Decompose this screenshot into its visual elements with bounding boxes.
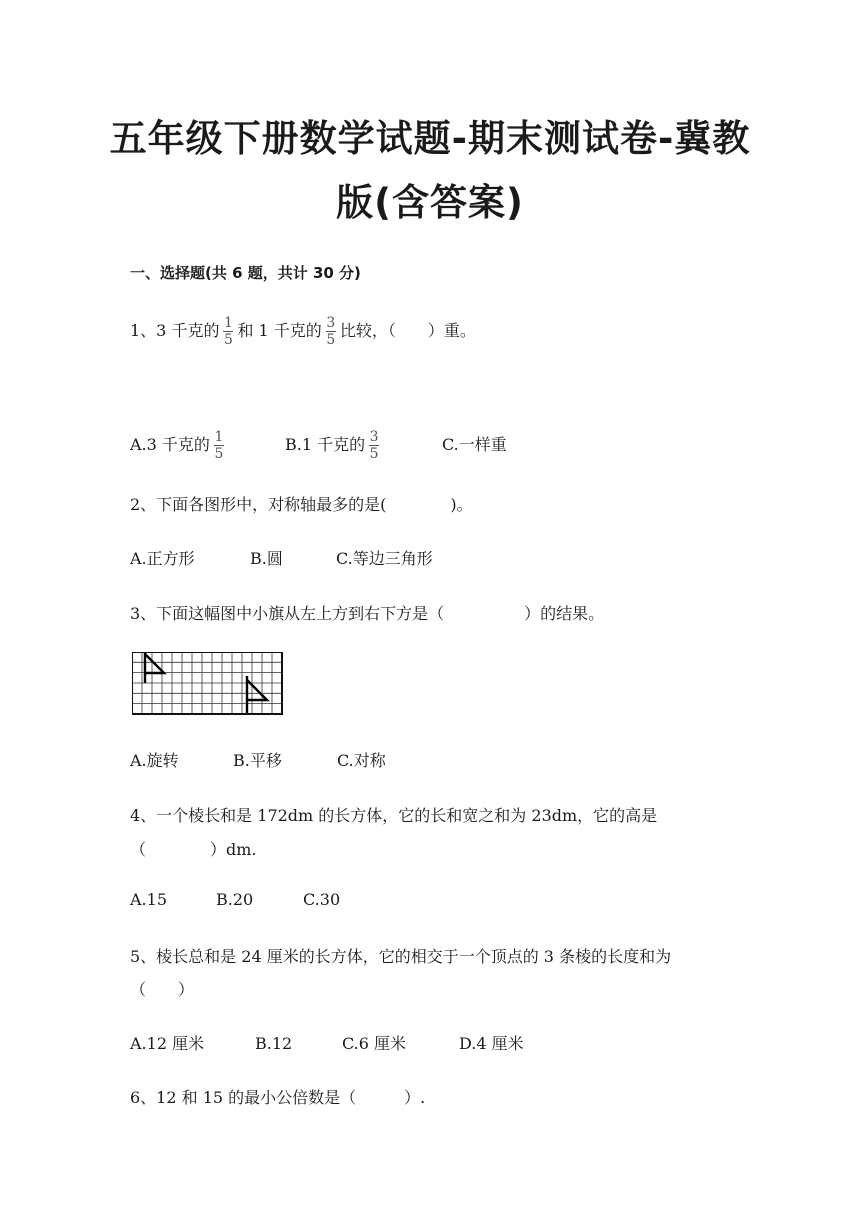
- grid-lines: [132, 652, 282, 714]
- q5-option-b: B.12: [255, 1034, 293, 1053]
- fraction-one-fifth: $\frac{1}{5}$: [223, 315, 233, 348]
- q1-option-c: C.一样重: [442, 435, 507, 454]
- flag-grid-figure: [132, 652, 284, 715]
- q4-option-c: C.30: [303, 890, 341, 909]
- q3-options: [130, 748, 386, 771]
- q5-options: [130, 1031, 524, 1054]
- q2-option-a: A.正方形: [130, 549, 195, 568]
- q2-options: [130, 546, 433, 569]
- flag-top-left: [145, 653, 164, 683]
- flag-bottom-right: [247, 676, 267, 713]
- doc-title-line2: 版(含答案): [336, 181, 524, 224]
- q4-option-b: B.20: [216, 890, 254, 909]
- question-4-line1: 4、一个棱长和是 172dm 的长方体，它的长和宽之和为 23dm，它的高是: [130, 806, 658, 825]
- section-heading: 一、选择题(共 6 题，共计 30 分): [130, 264, 361, 282]
- question-2: 2、下面各图形中，对称轴最多的是( )。: [130, 495, 473, 514]
- q1-text-c: 比较，（ ）重。: [339, 321, 476, 340]
- q5-option-a: A.12 厘米: [130, 1034, 205, 1053]
- q5-option-d: D.4 厘米: [459, 1034, 524, 1053]
- question-6: 6、12 和 15 的最小公倍数是（ ）.: [130, 1088, 426, 1107]
- q4-option-a: A.15: [130, 890, 167, 909]
- question-1: [130, 316, 476, 347]
- q1-options: [130, 430, 507, 461]
- doc-title-line1: 五年级下册数学试题-期末测试卷-冀教: [109, 117, 751, 160]
- question-5-line2: （ ）: [130, 980, 195, 999]
- fraction-three-fifths: $\frac{3}{5}$: [326, 315, 336, 348]
- question-3: 3、下面这幅图中小旗从左上方到右下方是（ ）的结果。: [130, 604, 605, 623]
- q1-option-b: B.1 千克的 $\frac{3}{5}$: [285, 429, 379, 462]
- question-5-line1: 5、棱长总和是 24 厘米的长方体，它的相交于一个顶点的 3 条棱的长度和为: [130, 947, 672, 966]
- q1-text-b: 和 1 千克的: [237, 321, 322, 340]
- q3-option-a: A.旋转: [130, 751, 179, 770]
- q3-option-b: B.平移: [233, 751, 282, 770]
- q3-option-c: C.对称: [337, 751, 386, 770]
- q2-option-b: B.圆: [250, 549, 283, 568]
- q1-text-a: 1、3 千克的: [130, 321, 220, 340]
- question-4-line2: （ ）dm.: [130, 840, 257, 859]
- q1-option-a: A.3 千克的 $\frac{1}{5}$: [130, 429, 224, 462]
- q5-option-c: C.6 厘米: [342, 1034, 407, 1053]
- q2-option-c: C.等边三角形: [336, 549, 433, 568]
- q4-options: [130, 890, 340, 909]
